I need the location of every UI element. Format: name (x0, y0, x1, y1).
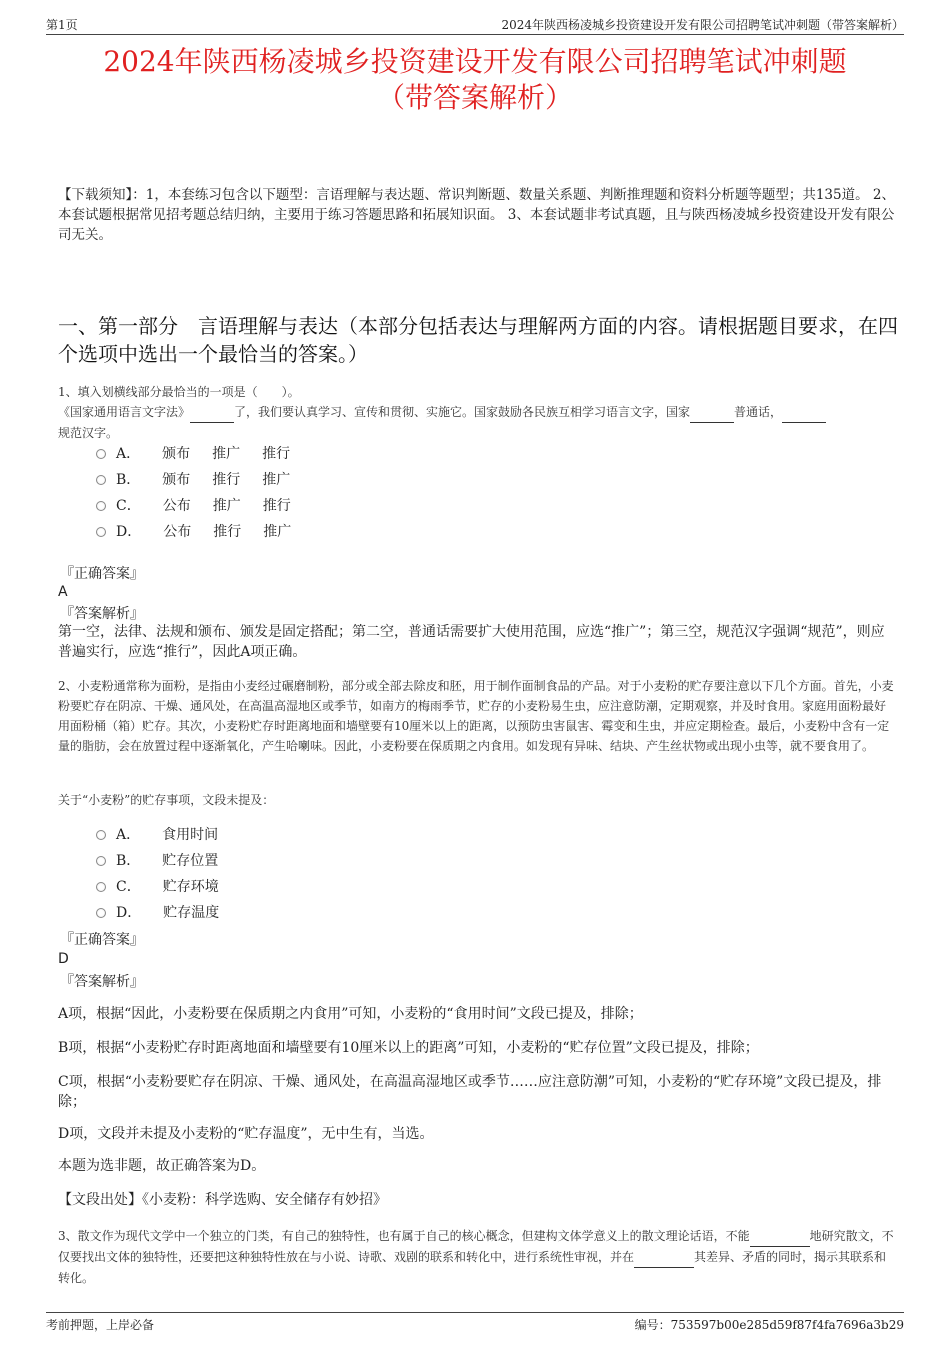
q1-text (58, 402, 838, 443)
document-title (0, 44, 950, 116)
q3-blank-2 (634, 1247, 694, 1268)
q1-option-c[interactable] (96, 496, 313, 516)
page-number: 第1页 (46, 18, 78, 32)
option-word: 推广 (212, 446, 241, 462)
option-word: 推行 (212, 472, 241, 488)
option-word: 推行 (262, 446, 291, 462)
q1-stem: 1、填入划横线部分最恰当的一项是（ ）。 (58, 385, 300, 399)
option-word: 推广 (263, 524, 292, 540)
q2-answer: D (58, 951, 69, 967)
q3-text-c: 其差异、矛盾的同时，揭示其联系和转化。 (58, 1250, 887, 1285)
option-word: 颁布 (162, 472, 191, 488)
q1-analysis-label: 『答案解析』 (60, 606, 144, 622)
option-word: 颁布 (162, 446, 191, 462)
radio-icon[interactable] (96, 908, 106, 918)
option-key: C． (116, 498, 141, 514)
option-key: C． (116, 879, 141, 895)
q1-blank-2 (690, 402, 734, 423)
radio-icon[interactable] (96, 856, 106, 866)
download-notice: 【下载须知】：1，本套练习包含以下题型：言语理解与表达题、常识判断题、数量关系题、判断推理题和资料分析题等题型；共135道。 2、本套试题根据常见招考题总结归纳，主要用于练习答题思路和拓展知识面。 3、本套试题非考试真题，且与陕西杨凌城乡投资建设开发有限公司无关。 (58, 187, 895, 243)
q1-analysis: 第一空，法律、法规和颁布、颁发是固定搭配；第二空，普通话需要扩大使用范围，应选“推广”；第三空，规范汉字强调“规范”，则应普遍实行，应选“推行”，因此A项正确。 (58, 624, 885, 660)
q2-analysis-b: B项，根据“小麦粉贮存时距离地面和墙壁要有10厘米以上的距离”可知，小麦粉的“贮存位置”文段已提及，排除； (58, 1040, 759, 1056)
radio-icon[interactable] (96, 830, 106, 840)
q3-text (58, 1226, 896, 1288)
q1-answer: A (58, 584, 68, 600)
option-word: 推行 (213, 524, 242, 540)
q2-answer-label: 『正确答案』 (60, 932, 144, 948)
q2-conclusion: 本题为选非题，故正确答案为D。 (58, 1158, 266, 1174)
q2-analysis-d: D项，文段并未提及小麦粉的“贮存温度”，无中生有，当选。 (58, 1126, 434, 1142)
q3-text-b: 地研究散文，不仅要找出文体的独特性，还要把这种独特性放在与小说、诗歌、戏剧的联系和转化中，进行系统性审视，并在 (58, 1229, 894, 1264)
q2-question: 关于“小麦粉”的贮存事项，文段未提及： (58, 793, 275, 807)
q2-source: 【文段出处】《小麦粉：科学选购、安全储存有妙招》 (58, 1192, 387, 1208)
q1-option-b[interactable] (96, 470, 312, 490)
footer-slogan: 考前押题，上岸必备 (46, 1318, 155, 1332)
q1-text-e: 规范汉字。 (58, 426, 119, 440)
option-word: 推广 (262, 472, 291, 488)
q1-text-c: 普通 (734, 405, 759, 419)
q2-option-d[interactable] (96, 903, 219, 923)
radio-icon[interactable] (96, 527, 106, 537)
q2-analysis-label: 『答案解析』 (60, 974, 144, 990)
footer-doc-id: 编号：753597b00e285d59f87f4fa7696a3b29 (634, 1318, 904, 1332)
q1-text-d: 话， (758, 405, 783, 419)
option-text: 食用时间 (162, 827, 219, 843)
q1-option-d[interactable] (96, 522, 313, 542)
option-key: B． (116, 472, 141, 488)
q1-text-b: 了，我们要认真学习、宣传和贯彻、实施它。国家鼓励各民族互相学习语言文字，国家 (234, 405, 691, 419)
q2-option-b[interactable] (96, 851, 218, 871)
q2-analysis-c: C项，根据“小麦粉要贮存在阴凉、干燥、通风处，在高温高湿地区或季节……应注意防潮”可知，小麦粉的“贮存环境”文段已提及，排除； (58, 1074, 882, 1110)
section-heading: 一、第一部分 言语理解与表达（本部分包括表达与理解两方面的内容。请根据题目要求，在四个选项中选出一个最恰当的答案。） (58, 314, 898, 366)
q2-analysis-a: A项，根据“因此，小麦粉要在保质期之内食用”可知，小麦粉的“食用时间”文段已提及，排除； (58, 1006, 643, 1022)
option-word: 公布 (162, 498, 191, 514)
option-key: B． (116, 853, 141, 869)
option-word: 公布 (163, 524, 192, 540)
radio-icon[interactable] (96, 501, 106, 511)
radio-icon[interactable] (96, 882, 106, 892)
option-text: 贮存位置 (162, 853, 219, 869)
q2-option-c[interactable] (96, 877, 219, 897)
q3-blank-1 (750, 1226, 810, 1247)
option-text: 贮存环境 (162, 879, 219, 895)
radio-icon[interactable] (96, 475, 106, 485)
option-key: D． (116, 524, 142, 540)
q1-text-a: 《国家通用语言文字法》 (58, 405, 191, 419)
title-line-2: （带答案解析） (376, 81, 573, 114)
option-key: A． (116, 827, 141, 843)
q3-text-a: 3、散文作为现代文学中一个独立的门类，有自己的独特性，也有属于自己的核心概念，但建构文体学意义上的散文理论话语，不能 (58, 1229, 750, 1243)
option-word: 推行 (262, 498, 291, 514)
option-word: 推广 (212, 498, 241, 514)
q2-option-a[interactable] (96, 825, 218, 845)
page-footer (46, 1312, 904, 1333)
q1-answer-label: 『正确答案』 (60, 566, 144, 582)
q2-stem: 2、小麦粉通常称为面粉，是指由小麦经过碾磨制粉，部分或全部去除皮和胚，用于制作面制食品的产品。对于小麦粉的贮存要注意以下几个方面。首先，小麦粉要贮存在阴凉、干燥、通风处，在高温高湿地区或季节，如南方的梅雨季节，贮存的小麦粉易生虫，应注意防潮，定期观察，并及时食用。家庭用面粉最好用面粉桶（箱）贮存。其次，小麦粉贮存时距离地面和墙壁要有10厘米以上的距离，以预防虫害鼠害、霉变和生虫，并应定期检查。最后，小麦粉中含有一定量的脂肪，会在放置过程中逐渐氧化，产生哈喇味。因此，小麦粉要在保质期之内食用。如发现有异味、结块、产生丝状物或出现小虫等，就不要食用了。 (58, 679, 894, 753)
q1-blank-3 (782, 402, 826, 423)
radio-icon[interactable] (96, 449, 106, 459)
q1-option-a[interactable] (96, 444, 312, 464)
header-doc-title: 2024年陕西杨凌城乡投资建设开发有限公司招聘笔试冲刺题（带答案解析） (501, 18, 904, 32)
option-text: 贮存温度 (163, 905, 220, 921)
option-key: D． (116, 905, 142, 921)
q1-blank-1 (190, 402, 234, 423)
option-key: A． (116, 446, 141, 462)
title-line-1: 2024年陕西杨凌城乡投资建设开发有限公司招聘笔试冲刺题 (103, 45, 847, 78)
page-header (46, 14, 904, 35)
